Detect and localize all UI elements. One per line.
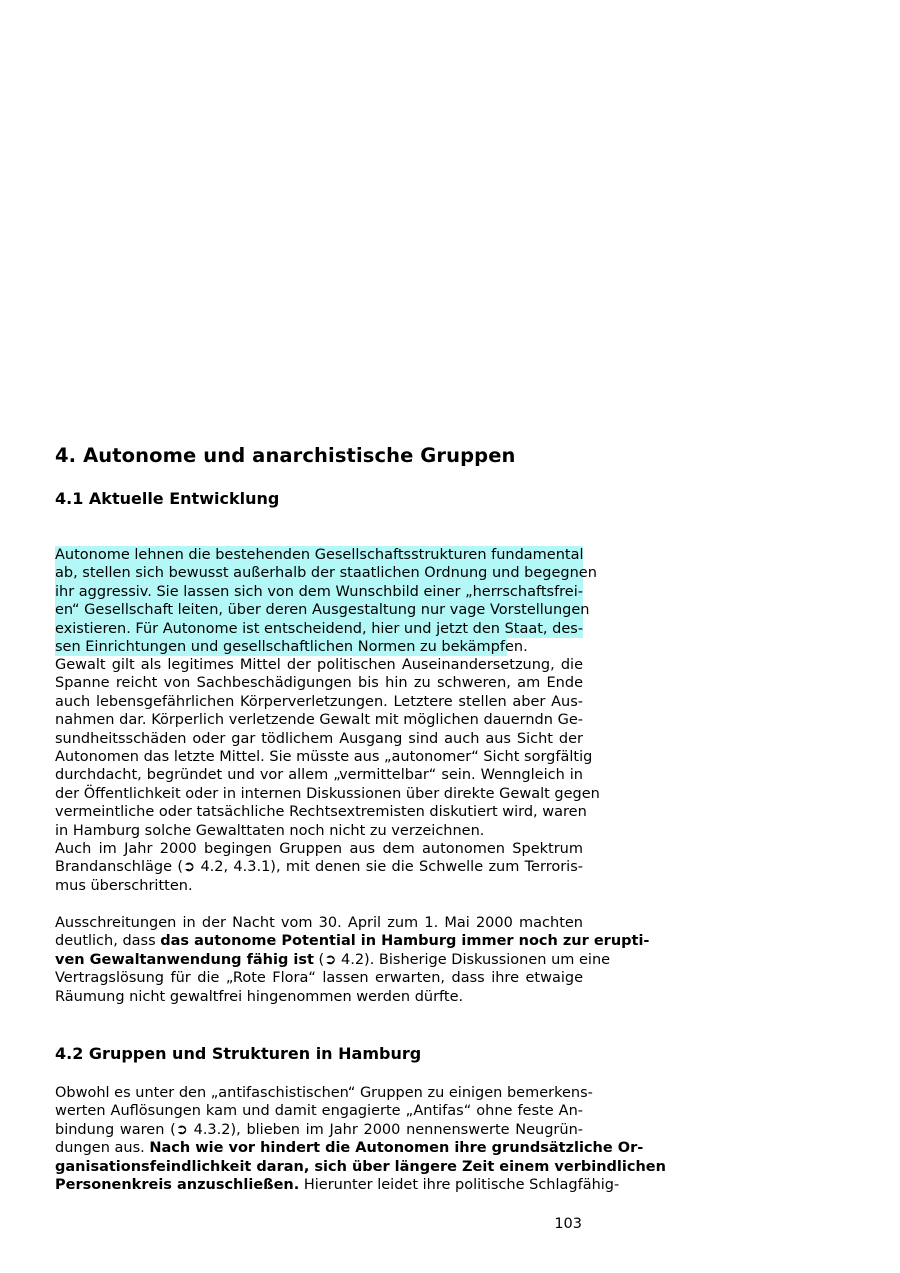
text-line (55, 1121, 583, 1139)
text-fragment: 4.3.2), blieben im Jahr 2000 nennenswerte Neugrün- (187, 1121, 583, 1138)
bold-text: Personenkreis anzuschließen. (55, 1176, 300, 1193)
text-fragment: Brandanschläge ( (55, 859, 183, 876)
text-line: Ausschreitungen in der Nacht vom 30. April zum 1. Mai 2000 machten (55, 915, 583, 931)
cross-reference-arrow-icon: ➲ (324, 951, 337, 968)
paragraph-violence (55, 656, 600, 840)
paragraph-riots (55, 914, 650, 1006)
text-line: Autonomen das letzte Mittel. Sie müsste aus „autonomer“ Sicht sorgfältig (55, 748, 593, 765)
text-line: ihr aggressiv. Sie lassen sich von dem Wunschbild einer „herrschaftsfrei- (55, 583, 583, 600)
text-line: in Hamburg solche Gewalttaten noch nicht zu verzeichnen. (55, 822, 485, 839)
text-fragment: Hierunter leidet ihre politische Schlagfähig- (299, 1176, 620, 1193)
text-line: sen Einrichtungen und gesellschaftlichen Normen zu bekämpfen. (55, 638, 528, 655)
text-fragment: 4.2, 4.3.1), mit denen sie die Schwelle zum Terroris- (195, 859, 583, 876)
bold-text: das autonome Potential in Hamburg immer noch zur erupti- (160, 933, 650, 950)
text-line (55, 932, 650, 950)
text-fragment: ( (313, 951, 325, 968)
text-fragment: 4.2). Bisherige Diskussionen um eine (336, 951, 611, 968)
text-line: en“ Gesellschaft leiten, über deren Ausgestaltung nur vage Vorstellungen (55, 602, 590, 619)
text-line (55, 1176, 620, 1194)
section-heading-4-1: 4.1 Aktuelle Entwicklung (55, 489, 280, 508)
bold-text: ven Gewaltanwendung fähig ist (55, 951, 314, 968)
page-number: 103 (554, 1216, 582, 1232)
text-fragment: bindung waren ( (55, 1121, 176, 1138)
text-line: Vertragslösung für die „Rote Flora“ lassen erwarten, dass ihre etwaige (55, 970, 583, 987)
section-heading-4-2: 4.2 Gruppen und Strukturen in Hamburg (55, 1044, 422, 1063)
highlighted-paragraph (55, 546, 597, 656)
chapter-heading: 4. Autonome und anarchistische Gruppen (55, 444, 516, 467)
text-line: vermeintliche oder tatsächliche Rechtsextremisten diskutiert wird, waren (55, 804, 587, 821)
text-line: Obwohl es unter den „antifaschistischen“ Gruppen zu einigen bemerkens- (55, 1085, 593, 1101)
text-line (55, 1139, 644, 1157)
text-line: Gewalt gilt als legitimes Mittel der politischen Auseinandersetzung, die (55, 657, 583, 673)
text-line: Spanne reicht von Sachbeschädigungen bis hin zu schweren, am Ende (55, 675, 583, 692)
text-line (55, 1158, 666, 1176)
text-line: nahmen dar. Körperlich verletzende Gewalt mit möglichen dauerndn Ge- (55, 712, 583, 729)
bold-text: Nach wie vor hindert die Autonomen ihre grundsätzliche Or- (149, 1140, 644, 1157)
text-line: Räumung nicht gewaltfrei hingenommen werden dürfte. (55, 988, 464, 1005)
text-line (55, 858, 583, 876)
bold-text: ganisationsfeindlichkeit daran, sich über längere Zeit einem verbindlichen (55, 1158, 666, 1175)
cross-reference-arrow-icon: ➲ (182, 859, 196, 876)
paragraph-arson (55, 840, 583, 895)
text-line: existieren. Für Autonome ist entscheidend, hier und jetzt den Staat, des- (55, 620, 584, 637)
text-fragment: deutlich, dass (55, 933, 161, 950)
paragraph-groups (55, 1084, 666, 1194)
text-line: der Öffentlichkeit oder in internen Diskussionen über direkte Gewalt gegen (55, 785, 600, 802)
text-line: auch lebensgefährlichen Körperverletzungen. Letztere stellen aber Aus- (55, 693, 583, 710)
text-line: mus überschritten. (55, 877, 193, 894)
text-line: sundheitsschäden oder gar tödlichem Ausgang sind auch aus Sicht der (55, 730, 583, 747)
text-line: werten Auflösungen kam und damit engagierte „Antifas“ ohne feste An- (55, 1103, 583, 1120)
cross-reference-arrow-icon: ➲ (175, 1121, 188, 1138)
text-line: durchdacht, begründet und vor allem „vermittelbar“ sein. Wenngleich in (55, 767, 583, 784)
text-line: Autonome lehnen die bestehenden Gesellschaftsstrukturen fundamental (55, 547, 584, 563)
text-line: ab, stellen sich bewusst außerhalb der staatlichen Ordnung und begegnen (55, 565, 597, 582)
text-fragment: dungen aus. (55, 1140, 150, 1157)
text-line: Auch im Jahr 2000 begingen Gruppen aus dem autonomen Spektrum (55, 841, 583, 857)
text-line (55, 951, 611, 969)
